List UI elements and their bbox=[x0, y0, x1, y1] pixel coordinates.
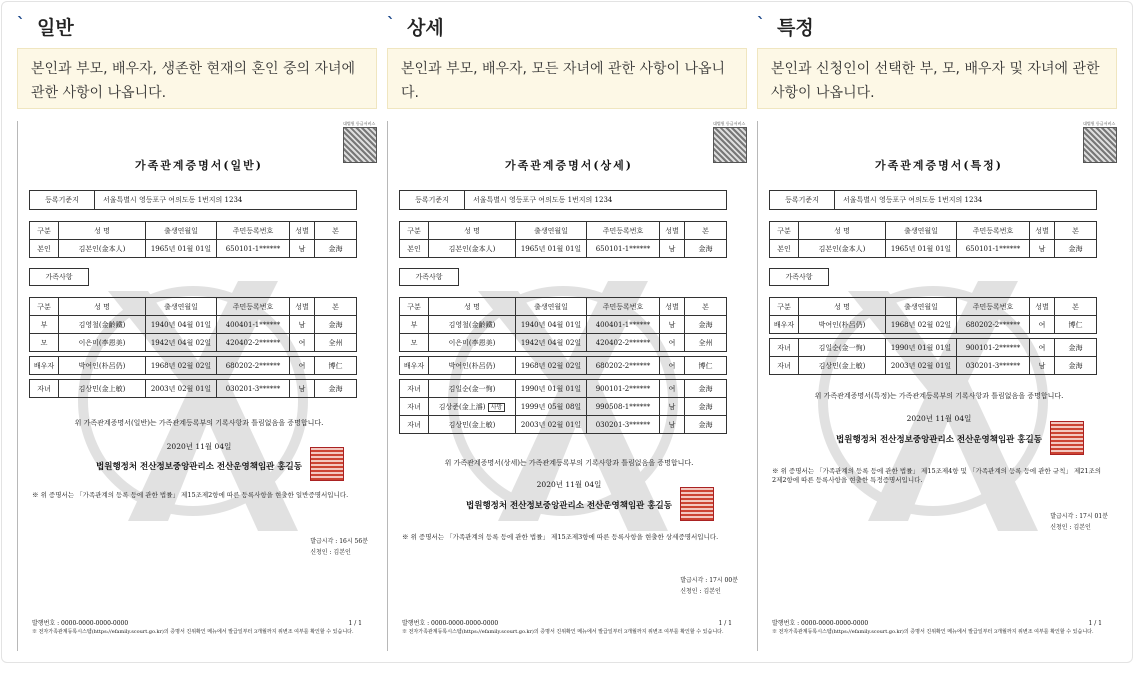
document-title: 가족관계증명서(상세) bbox=[504, 159, 634, 172]
watermark-emblem-icon bbox=[808, 251, 1058, 551]
family-label: 가족사항 bbox=[769, 268, 829, 286]
official-seal-icon bbox=[310, 447, 344, 481]
document-title: 가족관계증명서(일반) bbox=[134, 159, 264, 172]
deceased-tag: 사망 bbox=[488, 403, 506, 412]
document-footer: 발행번호 : 0000-0000-0000-0000 1 / 1 ※ 전자가족관계등록시스템(https://efamily.scourt.go.kr)의 증명서 진위확인 메뉴에서 발급일부터 3개월까지 위변조 여부를 확인할 수 있습니다. bbox=[772, 620, 1102, 635]
description-box: 본인과 부모, 배우자, 생존한 현재의 혼인 중의 자녀에 관한 사항이 나옵니다. bbox=[17, 48, 377, 109]
issuer-name: 법원행정처 전산정보중앙관리소 전산운영책임관 홍길동 bbox=[96, 462, 302, 472]
issuer-name: 법원행정처 전산정보중앙관리소 전산운영책임관 홍길동 bbox=[466, 501, 672, 511]
heading-title: 특정 bbox=[777, 16, 814, 39]
issue-info: 발급시각 : 17시 01분 신청인 : 김본인 bbox=[1050, 513, 1108, 531]
legal-note: ※ 위 증명서는 「가족관계의 등록 등에 관한 법률」 제15조제2항에 따른 등록사항을 현출한 일반증명서입니다. bbox=[32, 491, 349, 499]
issue-date: 2020년 11월 04일 bbox=[906, 414, 972, 423]
family-label: 가족사항 bbox=[399, 268, 459, 286]
family-label: 가족사항 bbox=[29, 268, 89, 286]
issue-info: 발급시각 : 16시 56분 신청인 : 김본인 bbox=[310, 538, 368, 556]
heading-mark-icon: ˋ bbox=[387, 13, 395, 33]
self-table: 구분 성 명 출생연월일 주민등록번호 성별 본 본인 김본인(金本人) 1965년 01월 01일 650101-1****** 남 金海 bbox=[29, 221, 357, 258]
description-box: 본인과 신청인이 선택한 부, 모, 배우자 및 자녀에 관한 사항이 나옵니다. bbox=[757, 48, 1117, 109]
column-heading bbox=[17, 12, 74, 40]
legal-note: ※ 위 증명서는 「가족관계의 등록 등에 관한 법률」 제15조제4항 및 「가족관계의 등록 등에 관한 규칙」 제21조의2제2항에 따른 등록사항을 현출한 특정증명서입니다. bbox=[772, 467, 1102, 484]
family-table: 구분 성 명 출생연월일 주민등록번호 성별 본 부 김영철(金齡鐵) 1940년 04월 01일 400401-1****** 남 金海 모 이은미(李恩美) 1942년 04월 02일 420402-2****** 여 全州 배우자 박여인(朴呂仍) 1968년 02월 02일 680202-2****** 여 博仁 자녀 김일순(金一恂) 1990년 01월 01일 900101-2****** 여 金海 자녀 김상준(金上濬) 사망 1999년 05월 08일 990508-1****** 남 金海 자녀 김상민(金上敏) 2003년 02월 01일 030201-3****** 남 金海 bbox=[399, 297, 727, 434]
registration-base: 등록기준지 서울특별시 영등포구 여의도동 1번지의 1234 bbox=[769, 190, 1097, 210]
document-footer: 발행번호 : 0000-0000-0000-0000 1 / 1 ※ 전자가족관계등록시스템(https://efamily.scourt.go.kr)의 증명서 진위확인 메뉴에서 발급일부터 3개월까지 위변조 여부를 확인할 수 있습니다. bbox=[32, 620, 362, 635]
column-heading bbox=[757, 12, 814, 40]
description-box: 본인과 부모, 배우자, 모든 자녀에 관한 사항이 나옵니다. bbox=[387, 48, 747, 109]
registration-base: 등록기준지 서울특별시 영등포구 여의도동 1번지의 1234 bbox=[399, 190, 727, 210]
certification-text: 위 가족관계증명서(일반)는 가족관계등록부의 기록사항과 틀림없음을 증명합니다. bbox=[74, 419, 324, 427]
document-footer: 발행번호 : 0000-0000-0000-0000 1 / 1 ※ 전자가족관계등록시스템(https://efamily.scourt.go.kr)의 증명서 진위확인 메뉴에서 발급일부터 3개월까지 위변조 여부를 확인할 수 있습니다. bbox=[402, 620, 732, 635]
issue-date: 2020년 11월 04일 bbox=[536, 480, 602, 489]
certificate-general bbox=[17, 121, 380, 651]
self-table: 구분 성 명 출생연월일 주민등록번호 성별 본 본인 김본인(金本人) 1965년 01월 01일 650101-1****** 남 金海 bbox=[399, 221, 727, 258]
qr-code: 대법원 등급서비스 bbox=[343, 121, 377, 165]
family-table: 구분 성 명 출생연월일 주민등록번호 성별 본 부 김영철(金齡鐵) 1940년 04월 01일 400401-1****** 남 金海 모 이은미(李恩美) 1942년 04월 02일 420402-2****** 여 全州 배우자 박여인(朴呂仍) 1968년 02월 02일 680202-2****** 여 博仁 자녀 김상민(金上敏) 2003년 02월 01일 030201-3****** 남 金海 bbox=[29, 297, 357, 398]
watermark-emblem-icon bbox=[68, 251, 318, 551]
official-seal-icon bbox=[1050, 421, 1084, 455]
certification-text: 위 가족관계증명서(특정)는 가족관계등록부의 기록사항과 틀림없음을 증명합니다. bbox=[814, 392, 1064, 400]
document-title: 가족관계증명서(특정) bbox=[874, 159, 1004, 172]
issuer-name: 법원행정처 전산정보중앙관리소 전산운영책임관 홍길동 bbox=[836, 435, 1042, 445]
qr-code: 대법원 등급서비스 bbox=[713, 121, 747, 165]
heading-mark-icon: ˋ bbox=[17, 13, 25, 33]
issue-info: 발급시각 : 17시 00분 신청인 : 김본인 bbox=[680, 577, 738, 595]
official-seal-icon bbox=[680, 487, 714, 521]
certificate-specific bbox=[757, 121, 1120, 651]
family-table: 구분 성 명 출생연월일 주민등록번호 성별 본 배우자 박여인(朴呂仍) 1968년 02월 02일 680202-2****** 여 博仁 자녀 김일순(金一恂) 1990년 01월 01일 900101-2****** 여 金海 자녀 김상민(金上敏) 2003년 02월 01일 030201-3****** 남 金海 bbox=[769, 297, 1097, 375]
heading-mark-icon: ˋ bbox=[757, 13, 765, 33]
certification-text: 위 가족관계증명서(상세)는 가족관계등록부의 기록사항과 틀림없음을 증명합니다. bbox=[444, 459, 694, 467]
issue-date: 2020년 11월 04일 bbox=[166, 442, 232, 451]
certificate-detail bbox=[387, 121, 750, 651]
heading-title: 일반 bbox=[37, 16, 74, 39]
registration-base: 등록기준지 서울특별시 영등포구 여의도동 1번지의 1234 bbox=[29, 190, 357, 210]
self-table: 구분 성 명 출생연월일 주민등록번호 성별 본 본인 김본인(金本人) 1965년 01월 01일 650101-1****** 남 金海 bbox=[769, 221, 1097, 258]
qr-code: 대법원 등급서비스 bbox=[1083, 121, 1117, 165]
heading-title: 상세 bbox=[407, 16, 444, 39]
legal-note: ※ 위 증명서는 「가족관계의 등록 등에 관한 법률」 제15조제3항에 따른 등록사항을 현출한 상세증명서입니다. bbox=[402, 533, 719, 541]
column-heading bbox=[387, 12, 444, 40]
